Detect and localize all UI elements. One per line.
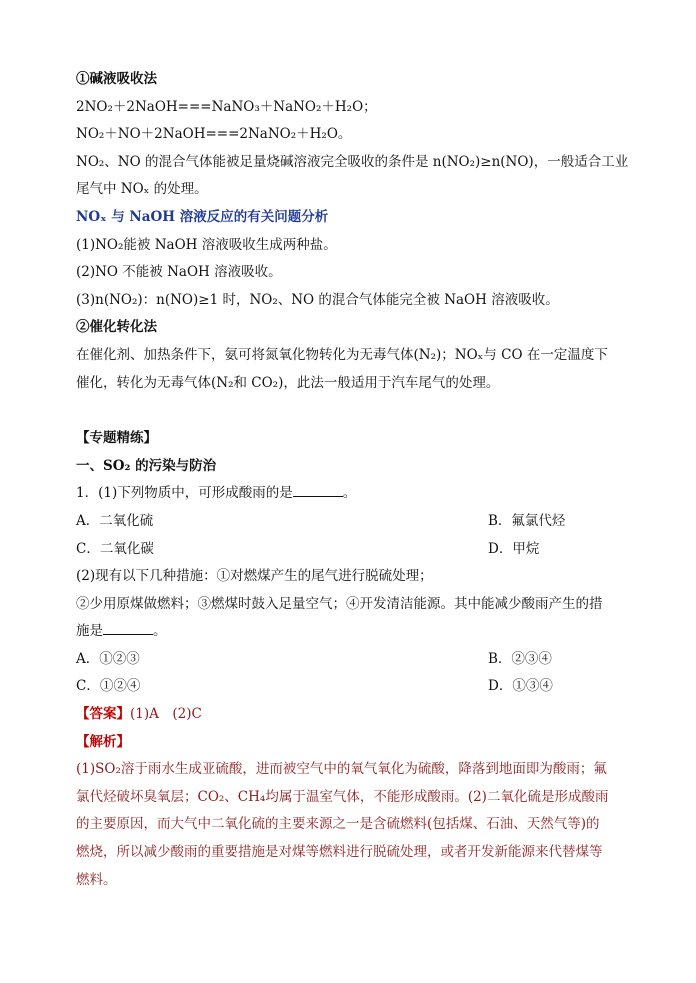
answer-value: (1)A (2)C	[130, 706, 202, 723]
explanation-line: (1)SO₂溶于雨水生成亚硫酸，进而被空气中的氧气氧化为硫酸，降落到地面即为酸雨；氟	[76, 761, 607, 778]
paragraph-line: 催化，转化为无毒气体(N₂和 CO₂)，此法一般适用于汽车尾气的处理。	[76, 374, 500, 391]
option-row	[76, 646, 636, 674]
option-b: B．②③④	[488, 650, 552, 667]
option-a: A．①②③	[76, 650, 140, 667]
analysis-point-3: (3)n(NO₂)：n(NO)≥1 时，NO₂、NO 的混合气体能完全被 NaOH 溶液吸收。	[76, 291, 559, 308]
option-row	[76, 536, 636, 564]
explanation-line: 燃烧，所以减少酸雨的重要措施是对煤等燃料进行脱硫处理，或者开发新能源来代替煤等	[76, 844, 603, 861]
option-b: B．氟氯代烃	[488, 512, 566, 529]
heading-alkali-absorption: ①碱液吸收法	[76, 71, 157, 87]
explanation-line: 燃料。	[76, 871, 117, 888]
answer-blank	[103, 622, 153, 635]
question-2-stem: (2)现有以下几种措施：①对燃煤产生的尾气进行脱硫处理；	[76, 568, 433, 585]
paragraph-line: NO₂、NO 的混合气体能被足量烧碱溶液完全吸收的条件是 n(NO₂)≥n(NO)，一般适合工业	[76, 153, 629, 170]
question-text: 1．(1)下列物质中，可形成酸雨的是	[76, 485, 293, 502]
explanation-line: 氯代烃破坏臭氧层；CO₂、CH₄均属于温室气体，不能形成酸雨。(2)二氧化硫是形成酸雨	[76, 788, 609, 805]
analysis-point-2: (2)NO 不能被 NaOH 溶液吸收。	[76, 264, 282, 281]
document-page	[76, 66, 636, 894]
equation-2: NO₂＋NO＋2NaOH===2NaNO₂＋H₂O。	[76, 126, 352, 143]
option-a: A．二氧化硫	[76, 512, 154, 529]
paragraph-line: 在催化剂、加热条件下，氨可将氮氧化物转化为无毒气体(N₂)；NOₓ与 CO 在一定温度下	[76, 346, 608, 363]
heading-catalytic-conversion: ②催化转化法	[76, 319, 157, 336]
answer-label: 【答案】	[76, 706, 130, 723]
analysis-point-1: (1)NO₂能被 NaOH 溶液吸收生成两种盐。	[76, 236, 337, 253]
option-row	[76, 508, 636, 536]
explanation-line: 的主要原因，而大气中二氧化硫的主要来源之一是含硫燃料(包括煤、石油、天然气等)的	[76, 816, 600, 833]
question-end: 。	[342, 485, 357, 502]
answer-blank	[293, 484, 343, 497]
answer-line	[76, 701, 636, 729]
option-d: D．甲烷	[488, 540, 540, 557]
sub-section-title: 一、SO₂ 的污染与防治	[76, 457, 217, 474]
section-title: 【专题精练】	[76, 430, 157, 447]
explanation-label: 【解析】	[76, 733, 130, 750]
question-2-stem: ②少用原煤做燃料；③燃煤时鼓入足量空气；④开发清洁能源。其中能减少酸雨产生的措	[76, 595, 603, 612]
option-c: C．二氧化碳	[76, 540, 154, 557]
question-1-stem	[76, 480, 636, 508]
option-row	[76, 673, 636, 701]
question-2-stem	[76, 618, 636, 646]
option-d: D．①③④	[488, 678, 553, 695]
spacer	[76, 397, 636, 425]
analysis-title: NOₓ 与 NaOH 溶液反应的有关问题分析	[76, 208, 329, 225]
option-c: C．①②④	[76, 678, 141, 695]
question-text: 施是	[76, 623, 103, 640]
paragraph-line: 尾气中 NOₓ 的处理。	[76, 181, 208, 198]
question-end: 。	[153, 623, 167, 640]
equation-1: 2NO₂＋2NaOH===NaNO₃＋NaNO₂＋H₂O；	[76, 98, 377, 115]
